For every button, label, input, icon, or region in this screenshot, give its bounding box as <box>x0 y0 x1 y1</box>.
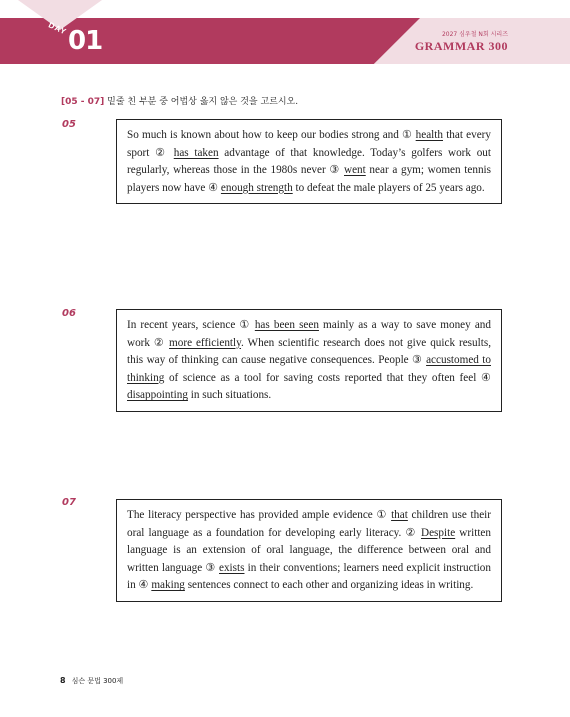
passage-text: near a gym; women tennis players now have ④ <box>127 164 492 194</box>
underlined-choice: has been seen <box>254 319 319 331</box>
page-number: 8 <box>60 676 66 685</box>
passage-text: of science as a tool for saving costs reported that they often feel ④ <box>164 371 491 384</box>
underlined-choice: that <box>391 509 408 521</box>
question-box-05 <box>116 119 502 204</box>
underlined-choice: exists <box>219 561 245 574</box>
passage-text: The literacy perspective has provided ample evidence ① <box>127 509 392 521</box>
question-number-06: 06 <box>62 308 76 319</box>
instruction-text: 밑줄 친 부분 중 어법상 옳지 않은 것을 고르시오. <box>107 97 299 107</box>
passage-text: So much is known about how to keep our bodies strong and ① <box>127 129 416 141</box>
day-label: DAY <box>46 20 69 37</box>
underlined-choice: disappointing <box>127 389 188 401</box>
underlined-choice: has taken <box>173 146 219 159</box>
underlined-choice: Despite <box>420 526 456 539</box>
underlined-choice: enough strength <box>220 181 293 194</box>
underlined-choice: health <box>415 129 443 141</box>
underlined-choice: accustomed to thinking <box>127 354 491 384</box>
passage-text: that every sport ② <box>127 129 491 159</box>
underlined-choice: making <box>151 579 185 591</box>
passage-text: advantage of that knowledge. Today’s golfers work out regularly, whereas those in the 1980s never ③ <box>127 146 491 176</box>
book-title: 심슨 문법 300제 <box>71 677 124 685</box>
page-footer <box>60 676 123 686</box>
passage-text: In recent years, science ① <box>127 319 255 331</box>
day-number: 01 <box>68 26 103 56</box>
question-number-07: 07 <box>62 497 76 508</box>
question-box-06 <box>116 309 502 412</box>
series-label: 2027 심우철 N회 시리즈 <box>441 31 508 38</box>
underlined-choice: went <box>344 164 366 176</box>
brand-title: GRAMMAR 300 <box>414 39 508 53</box>
question-box-07 <box>116 499 502 602</box>
passage-text: to defeat the male players of 25 years ago. <box>292 181 485 194</box>
passage-text: in such situations. <box>187 389 272 401</box>
underlined-choice: more efficiently <box>169 336 242 349</box>
passage-text: children use their oral language as a foundation for developing early literacy. ② <box>127 509 491 539</box>
passage-text: in their conventions; learners need explicit instruction in ④ <box>127 561 491 591</box>
passage-text: written language is an extension of oral language, the difference between oral and written language ③ <box>127 526 491 574</box>
question-range: [05 - 07] <box>61 97 105 107</box>
instruction <box>61 94 298 107</box>
passage-text: mainly as a way to save money and work ② <box>127 319 491 349</box>
passage-text: sentences connect to each other and organizing ideas in writing. <box>184 579 474 591</box>
passage-text: . When scientific research does not give quick results, this way of thinking can cause negative consequences. People ③ <box>127 336 491 366</box>
question-number-05: 05 <box>62 119 76 130</box>
